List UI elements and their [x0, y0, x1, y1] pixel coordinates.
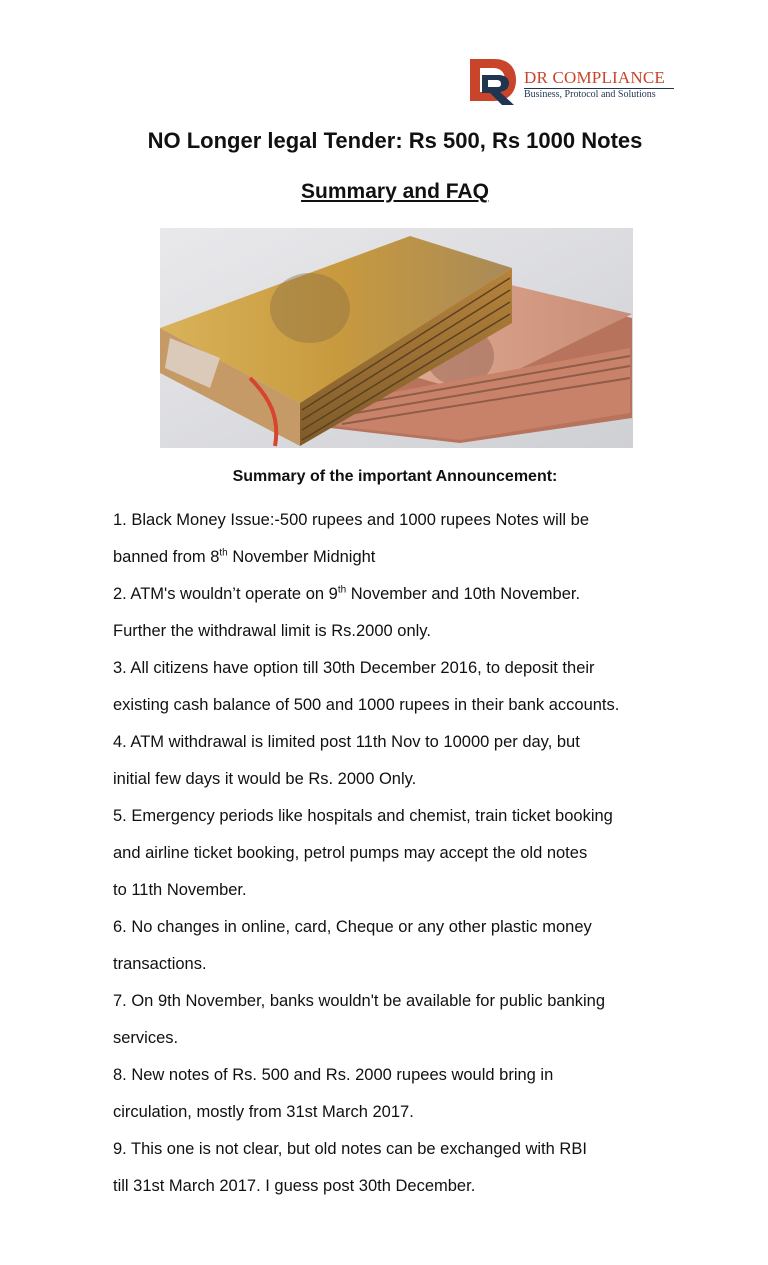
announcement-list	[113, 506, 753, 1209]
list-item-3-line-2: existing cash balance of 500 and 1000 rupees in their bank accounts.	[113, 696, 620, 714]
list-item-6-line-2: transactions.	[113, 955, 207, 973]
list-item-2-line-1: 2. ATM's wouldn’t operate on 9th November and 10th November.	[113, 584, 581, 603]
list-item-9-line-2: till 31st March 2017. I guess post 30th December.	[113, 1177, 476, 1195]
list-item-8-line-1: 8. New notes of Rs. 500 and Rs. 2000 rupees would bring in	[113, 1066, 554, 1084]
list-item-8-line-2: circulation, mostly from 31st March 2017.	[113, 1103, 414, 1121]
list-item-4-line-2: initial few days it would be Rs. 2000 Only.	[113, 770, 417, 788]
list-item-1-line-2: banned from 8th November Midnight	[113, 547, 376, 566]
logo-name: DR COMPLIANCE	[524, 68, 665, 87]
list-item-5-line-3: to 11th November.	[113, 881, 247, 899]
banknotes-photo	[160, 228, 633, 448]
dr-monogram-icon	[468, 55, 522, 105]
logo-tagline: Business, Protocol and Solutions	[524, 89, 656, 100]
list-item-5-line-1: 5. Emergency periods like hospitals and chemist, train ticket booking	[113, 807, 613, 825]
page-subtitle: Summary and FAQ	[301, 180, 489, 203]
list-item-3-line-1: 3. All citizens have option till 30th December 2016, to deposit their	[113, 659, 595, 677]
list-item-7-line-2: services.	[113, 1029, 179, 1047]
list-item-5-line-2: and airline ticket booking, petrol pumps may accept the old notes	[113, 844, 588, 862]
company-logo	[468, 55, 678, 107]
banknote-bundle-icon	[160, 228, 633, 448]
list-item-2-line-2: Further the withdrawal limit is Rs.2000 only.	[113, 622, 431, 640]
list-item-1-line-1: 1. Black Money Issue:-500 rupees and 1000 rupees Notes will be	[113, 511, 590, 529]
page-title: NO Longer legal Tender: Rs 500, Rs 1000 Notes	[147, 128, 643, 153]
list-item-9-line-1: 9. This one is not clear, but old notes can be exchanged with RBI	[113, 1140, 587, 1158]
section-heading: Summary of the important Announcement:	[232, 468, 558, 485]
list-item-6-line-1: 6. No changes in online, card, Cheque or any other plastic money	[113, 918, 592, 936]
list-item-7-line-1: 7. On 9th November, banks wouldn't be available for public banking	[113, 992, 606, 1010]
list-item-4-line-1: 4. ATM withdrawal is limited post 11th Nov to 10000 per day, but	[113, 733, 580, 751]
